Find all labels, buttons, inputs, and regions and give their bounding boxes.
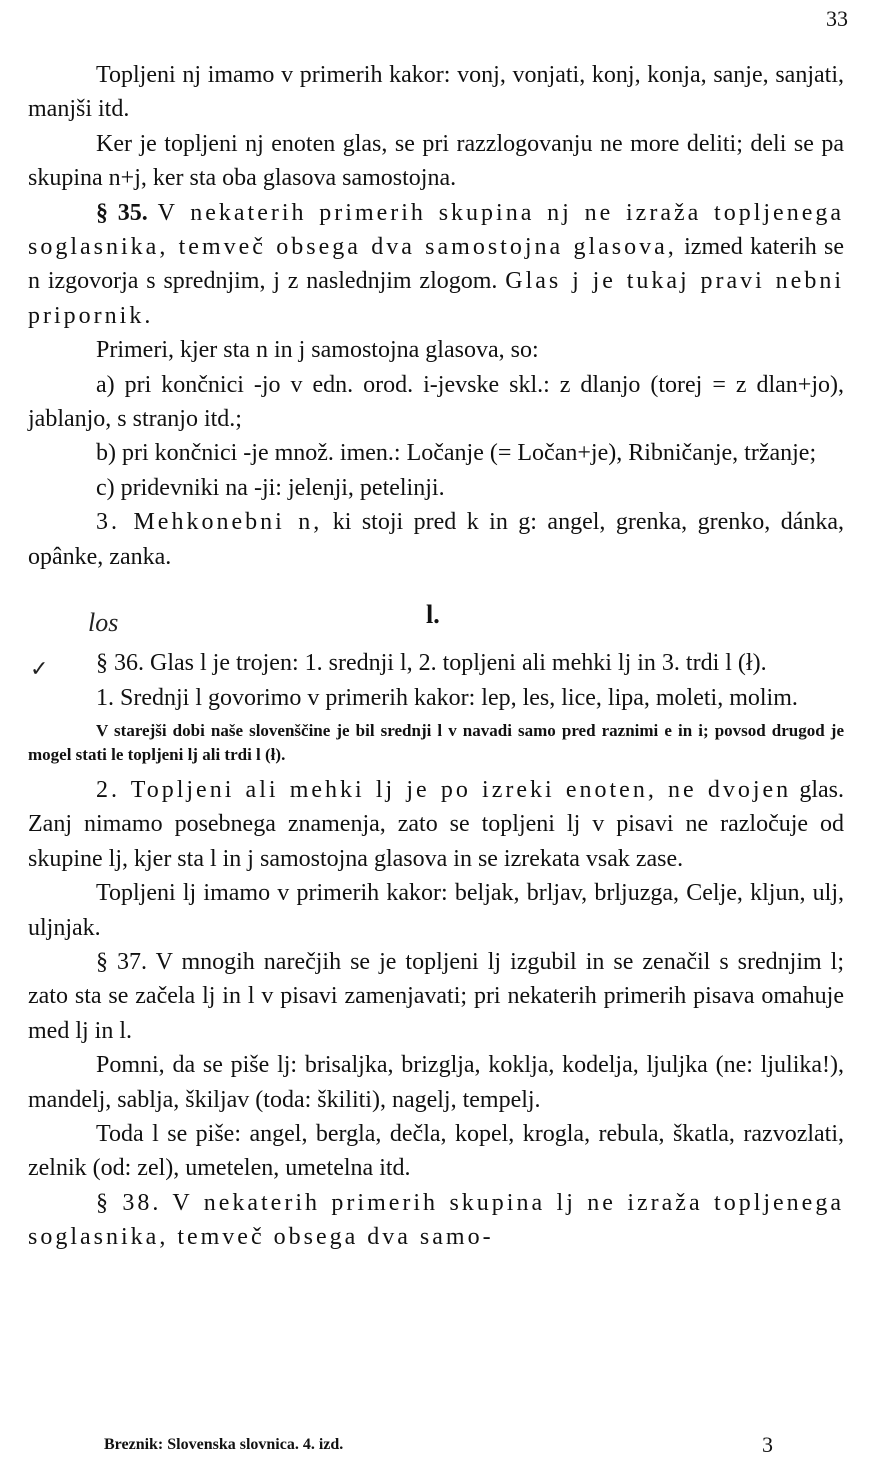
spaced-text: 2. Topljeni ali mehki lj je po izreki enoten, ne dvojen [96,776,792,803]
paragraph: 1. Srednji l govorimo v primerih kakor: lep, les, lice, lipa, moleti, molim. [96,684,798,711]
spaced-text: V nekaterih primerih skupina nj ne izraža topljenega soglasnika, temveč obsega dva samostojna glasova, [28,199,845,261]
heading-letter: l. [426,600,440,630]
text-span: ki stoji pred k in g: angel, grenka, grenko, dánka, opânke, zanka. [28,509,845,570]
paragraph: b) pri končnici -je množ. imen.: Ločanje (= Ločan+je), Ribničanje, tržanje; [96,440,817,467]
paragraph: Primeri, kjer sta n in j samostojna glasova, so: [96,337,539,364]
paragraph: Topljeni nj imamo v primerih kakor: vonj, vonjati, konj, konja, sanje, sanjati, manjši itd. [28,62,844,123]
page-text [28,58,844,1255]
spaced-text: 3. Mehkonebni n, [96,509,323,536]
paragraph: § 36. Glas l je trojen: 1. srednji l, 2. topljeni ali mehki lj in 3. trdi l (ł). [96,650,767,677]
paragraph-section-35 [28,196,844,334]
section-number: § 35. [96,199,148,226]
paragraph: Topljeni lj imamo v primerih kakor: beljak, brljav, brljuzga, Celje, kljun, ulj, uljnjak. [28,880,844,941]
small-print-note: V starejši dobi naše slovenščine je bil srednji l v navadi samo pred raznimi e in i; povsod drugod je mogel stati le topljeni lj ali trdi l (ł). [28,720,844,764]
paragraph: c) pridevniki na -ji: jelenji, petelinji. [96,474,445,501]
paragraph: Pomni, da se piše lj: brisaljka, brizglja, koklja, kodelja, ljuljka (ne: ljulika!), mandelj, sablja, škiljav (toda: škiliti), nagelj, tempelj. [28,1052,844,1113]
spaced-text: Glas j je tukaj pravi nebni pripornik. [28,268,845,329]
paragraph [28,773,844,876]
text-span: izmed katerih se n izgovorja s sprednjim, j z naslednjim zlogom. [28,234,845,295]
signature-mark: 3 [762,1432,773,1457]
footer-citation: Breznik: Slovenska slovnica. 4. izd. [104,1436,344,1453]
paragraph [28,505,844,574]
page-number: 33 [826,6,848,31]
text-span: glas. Zanj nimamo posebnega znamenja, zato se topljeni lj v pisavi ne razločuje od skupine lj, kjer sta l in j samostojna glasova in se izrekata vsak zase. [28,776,845,872]
paragraph: § 38. V nekaterih primerih skupina lj ne izraža topljenega soglasnika, temveč obsega dva samo- [28,1189,844,1251]
paragraph: Ker je topljeni nj enoten glas, se pri razzlogovanju ne more deliti; deli se pa skupina n+j, ker sta oba glasova samostojna. [28,130,844,192]
paragraph: § 37. V mnogih narečjih se je topljeni lj izgubil in se zenačil s srednjim l; zato sta se začela lj in l v pisavi zamenjavati; pri nekaterih primerih pisava omahuje med lj in l. [28,948,844,1044]
check-mark-icon: ✓ [30,656,49,682]
paragraph: a) pri končnici -jo v edn. orod. i-jevske skl.: z dlanjo (torej = z dlan+jo), jablanjo, s stranjo itd.; [28,371,844,433]
paragraph: Toda l se piše: angel, bergla, dečla, kopel, krogla, rebula, škatla, razvozlati, zelnik (od: zel), umetelen, umetelna itd. [28,1120,844,1182]
handwritten-mark: los [88,608,119,638]
